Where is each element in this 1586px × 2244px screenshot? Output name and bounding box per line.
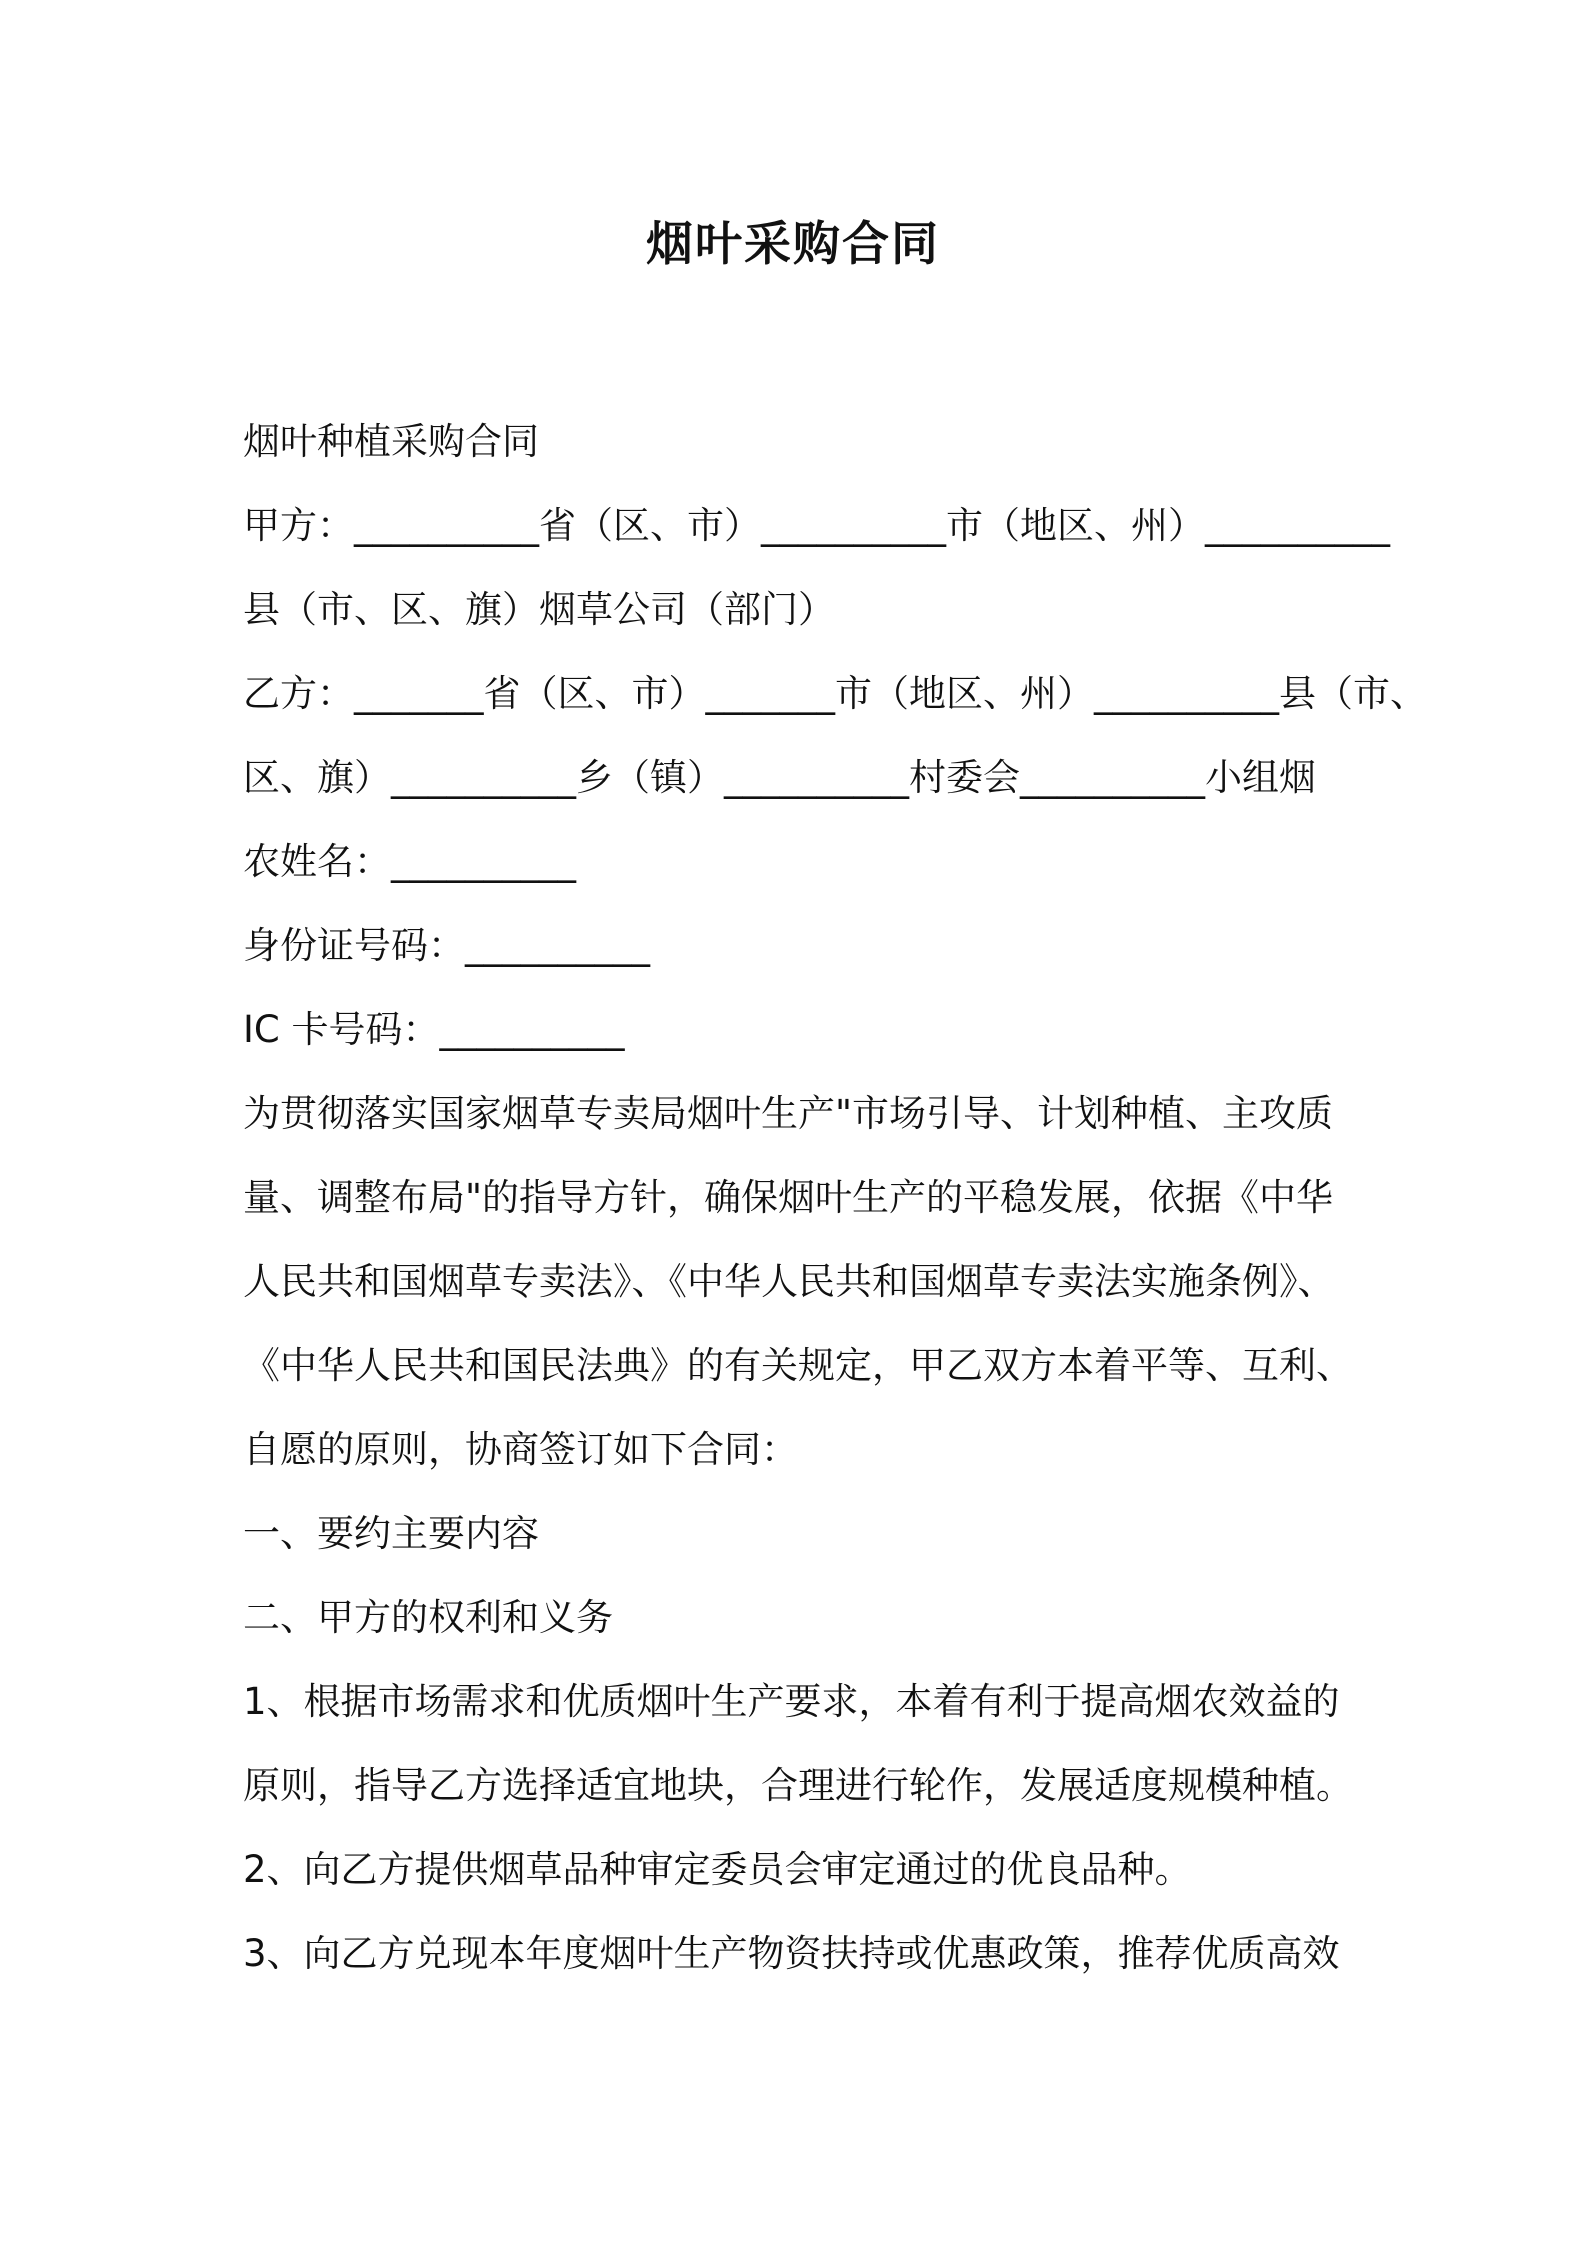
subtitle-line: 烟叶种植采购合同 (243, 420, 539, 463)
document-title: 烟叶采购合同 (646, 217, 940, 272)
document-body (243, 400, 1427, 1996)
preamble-line-2: 量、调整布局"的指导方针，确保烟叶生产的平稳发展，依据《中华 (243, 1176, 1334, 1219)
section-heading-1: 一、要约主要内容 (243, 1512, 539, 1555)
party-a-line-1: 甲方：__________省（区、市）__________市（地区、州）__________ (243, 504, 1390, 547)
id-number-line: 身份证号码：__________ (243, 924, 650, 967)
clause-1-line-2: 原则，指导乙方选择适宜地块，合理进行轮作，发展适度规模种植。 (243, 1764, 1353, 1807)
party-a-line-2: 县（市、区、旗）烟草公司（部门） (243, 588, 835, 631)
preamble-line-3: 人民共和国烟草专卖法》、《中华人民共和国烟草专卖法实施条例》、 (243, 1260, 1335, 1303)
party-b-line-1: 乙方：_______省（区、市）_______市（地区、州）__________县（市、 (243, 672, 1427, 715)
section-heading-2: 二、甲方的权利和义务 (243, 1596, 613, 1639)
party-b-line-2: 区、旗）__________乡（镇）__________村委会__________小组烟 (243, 756, 1316, 799)
farmer-name-line: 农姓名：__________ (243, 840, 576, 883)
clause-3-line: 3、向乙方兑现本年度烟叶生产物资扶持或优惠政策，推荐优质高效 (243, 1932, 1340, 1975)
preamble-line-5: 自愿的原则，协商签订如下合同： (243, 1428, 798, 1471)
ic-card-line: IC 卡号码：__________ (243, 1008, 625, 1051)
preamble-line-4: 《中华人民共和国民法典》的有关规定，甲乙双方本着平等、互利、 (243, 1344, 1353, 1387)
clause-2-line: 2、向乙方提供烟草品种审定委员会审定通过的优良品种。 (243, 1848, 1192, 1891)
preamble-line-1: 为贯彻落实国家烟草专卖局烟叶生产"市场引导、计划种植、主攻质 (243, 1092, 1334, 1135)
clause-1-line-1: 1、根据市场需求和优质烟叶生产要求，本着有利于提高烟农效益的 (243, 1680, 1340, 1723)
